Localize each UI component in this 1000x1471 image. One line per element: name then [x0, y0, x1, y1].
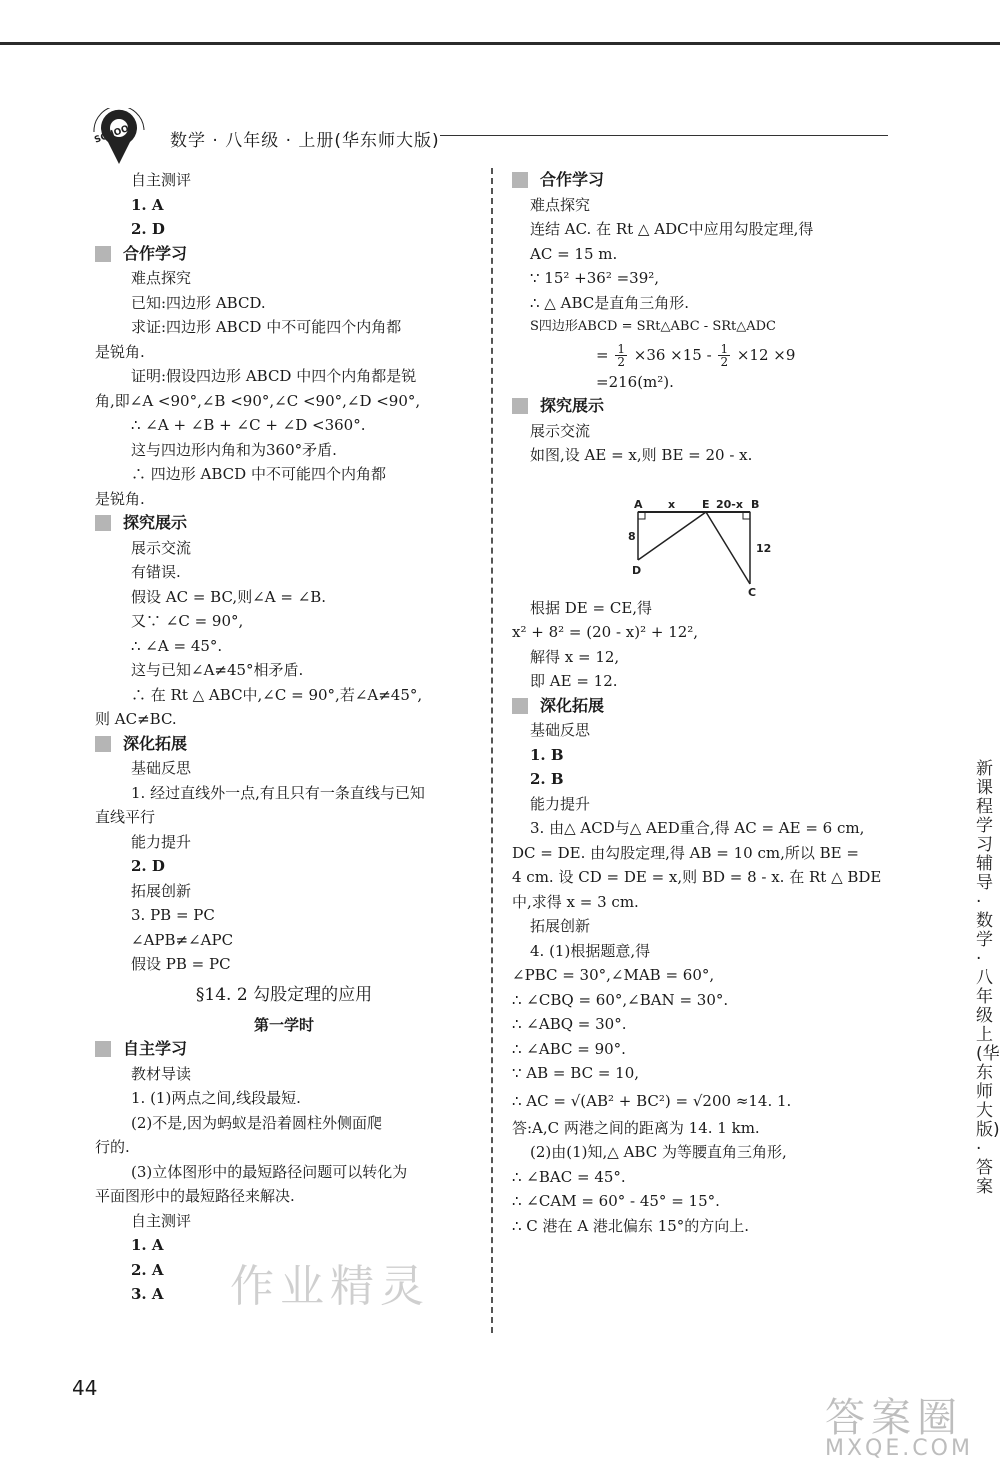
- section-header: 深化拓展: [95, 732, 473, 757]
- text-line: 即 AE = 12.: [530, 672, 618, 690]
- text-line: 已知:四边形 ABCD.: [131, 293, 266, 312]
- subheading: 展示交流: [131, 538, 192, 557]
- text-line: 角,即∠A <90°,∠B <90°,∠C <90°,∠D <90°,: [95, 391, 421, 410]
- text-line: AC = 15 m.: [530, 244, 618, 263]
- text-line: ∵ 15² +36² =39²,: [530, 269, 660, 287]
- formula-line: ∴ AC = √(AB² + BC²) = √200 ≈14. 1.: [512, 1091, 792, 1110]
- label-x: x: [668, 498, 676, 511]
- label-E: E: [702, 498, 710, 511]
- fraction: $\frac{1}{2}$: [617, 342, 625, 369]
- answer-line: 2. B: [530, 770, 564, 788]
- text-line: ∴ ∠A = 45°.: [131, 636, 223, 655]
- subheading: 自主测评: [131, 171, 192, 189]
- text-line: (2)由(1)知,△ ABC 为等腰直角三角形,: [530, 1143, 787, 1161]
- school-pin-logo: [88, 108, 150, 166]
- subheading: 难点探究: [530, 195, 591, 214]
- text-line: 4. (1)根据题意,得: [530, 941, 651, 960]
- subheading: 拓展创新: [131, 881, 192, 900]
- formula-line: S四边形ABCD = SRt△ABC - SRt△ADC: [530, 319, 776, 334]
- answer-line: 3. A: [131, 1285, 164, 1303]
- text-line: 3. 由△ ACD与△ AED重合,得 AC = AE = 6 cm,: [530, 819, 865, 837]
- section-header: 探究展示: [95, 511, 473, 536]
- text-line: ∴ △ ABC是直角三角形.: [530, 293, 689, 312]
- watermark-main-text: 答案圈: [825, 1395, 963, 1441]
- subheading: 基础反思: [131, 759, 192, 777]
- section-square-icon: [95, 515, 111, 531]
- text-line: x² + 8² = (20 - x)² + 12²,: [512, 623, 699, 641]
- answer-line: 1. A: [131, 1236, 164, 1254]
- subheading: 拓展创新: [530, 917, 591, 935]
- label-A: A: [634, 498, 643, 511]
- label-20-x: 20-x: [716, 498, 743, 511]
- right-angle-B: [743, 512, 750, 519]
- subheading: 自主测评: [131, 1211, 192, 1230]
- top-border: [0, 42, 1000, 45]
- text-line: ∠PBC = 30°,∠MAB = 60°,: [512, 966, 715, 984]
- section-square-icon: [95, 736, 111, 752]
- subheading: 基础反思: [530, 721, 591, 739]
- subheading: 能力提升: [530, 794, 591, 813]
- text-line: (3)立体图形中的最短路径问题可以转化为: [131, 1162, 408, 1181]
- answer-line: 1. A: [131, 195, 164, 214]
- text-line: ∴ C 港在 A 港北偏东 15°的方向上.: [512, 1216, 750, 1235]
- formula-line: =216(m²).: [596, 372, 674, 391]
- text-line: 这与已知∠A≠45°相矛盾.: [131, 661, 304, 679]
- section-header: 自主学习: [95, 1037, 473, 1062]
- section-square-icon: [95, 1041, 111, 1057]
- text-line: 这与四边形内角和为360°矛盾.: [131, 440, 337, 459]
- section-header: 合作学习: [95, 242, 473, 267]
- label-C: C: [748, 586, 757, 598]
- section-square-icon: [512, 698, 528, 714]
- text-line: 假设 PB = PC: [131, 955, 231, 973]
- section-square-icon: [512, 398, 528, 414]
- text-line: ∴ ∠CBQ = 60°,∠BAN = 30°.: [512, 990, 729, 1009]
- text-line: ∴ ∠BAC = 45°.: [512, 1167, 626, 1186]
- text-line: 又∵ ∠C = 90°,: [131, 612, 244, 630]
- text-line: 根据 DE = CE,得: [530, 598, 653, 617]
- section-title: §14. 2 勾股定理的应用: [195, 984, 373, 1005]
- text-line: 是锐角.: [95, 342, 145, 361]
- answer-line: 2. D: [131, 857, 165, 875]
- watermark-stamp-text: 作业精灵: [230, 1261, 430, 1312]
- section-header: 探究展示: [512, 394, 890, 419]
- text-line: ∴ 四边形 ABCD 中不可能四个内角都: [131, 465, 386, 483]
- text-line: 连结 AC. 在 Rt △ ADC中应用勾股定理,得: [530, 220, 814, 238]
- answer-line: 2. A: [131, 1260, 164, 1279]
- text-line: 3. PB = PC: [131, 906, 215, 924]
- left-column: [95, 168, 473, 1307]
- subheading: 能力提升: [131, 832, 192, 851]
- section-header: 深化拓展: [512, 694, 890, 719]
- text-line: 1. (1)两点之间,线段最短.: [131, 1089, 301, 1107]
- text-line: ∴ ∠ABC = 90°.: [512, 1039, 626, 1058]
- label-12: 12: [756, 542, 772, 555]
- label-D: D: [632, 564, 642, 577]
- text-line: 如图,设 AE = x,则 BE = 20 - x.: [530, 446, 753, 464]
- text-line: ∵ AB = BC = 10,: [512, 1064, 640, 1082]
- text-line: ∴ ∠ABQ = 30°.: [512, 1015, 627, 1033]
- header-title: 数学 · 八年级 · 上册(华东师大版): [170, 131, 440, 151]
- column-divider: [491, 168, 493, 1333]
- text-line: 假设 AC = BC,则∠A = ∠B.: [131, 587, 327, 606]
- section-square-icon: [512, 172, 528, 188]
- page-number: 44: [72, 1376, 98, 1400]
- section-header: 合作学习: [512, 168, 890, 193]
- text-line: 1. 经过直线外一点,有且只有一条直线与已知: [131, 783, 425, 802]
- text-line: 有错误.: [131, 563, 181, 581]
- text-line: DC = DE. 由勾股定理,得 AB = 10 cm,所以 BE =: [512, 843, 859, 862]
- label-8: 8: [628, 530, 636, 543]
- header-rule: [440, 135, 888, 136]
- subheading: 展示交流: [530, 421, 591, 440]
- geometry-figure: [620, 498, 780, 598]
- subheading: 教材导读: [131, 1064, 192, 1083]
- text-line: (2)不是,因为蚂蚁是沿着圆柱外侧面爬: [131, 1113, 383, 1132]
- section-square-icon: [95, 246, 111, 262]
- text-line: ∴ ∠A + ∠B + ∠C + ∠D <360°.: [131, 416, 366, 434]
- text-line: 中,求得 x = 3 cm.: [512, 892, 639, 911]
- text-line: 则 AC≠BC.: [95, 710, 177, 728]
- subheading: 难点探究: [131, 269, 192, 287]
- lesson-title: 第一学时: [253, 1015, 314, 1034]
- text-line: 求证:四边形 ABCD 中不可能四个内角都: [131, 318, 402, 336]
- text-line: 直线平行: [95, 808, 156, 826]
- text-line: 平面图形中的最短路径来解决.: [95, 1187, 295, 1205]
- fraction: $\frac{1}{2}$: [720, 342, 729, 369]
- spine-text: 新课程学习辅导·数学·八年级上(华东师大版)·答案: [976, 759, 1000, 1197]
- text-line: ∴ ∠CAM = 60° - 45° = 15°.: [512, 1192, 720, 1210]
- text-line: 4 cm. 设 CD = DE = x,则 BD = 8 - x. 在 Rt △ BDE: [512, 868, 882, 886]
- watermark-site-text: MXQE.COM: [825, 1436, 973, 1461]
- text-line: 行的.: [95, 1138, 130, 1156]
- logo-text: SCHOOL: [93, 122, 136, 146]
- right-angle-A: [638, 512, 645, 519]
- segment-EC: [706, 512, 750, 584]
- text-line: 是锐角.: [95, 489, 145, 508]
- label-B: B: [751, 498, 760, 511]
- answer-line: 1. B: [530, 745, 564, 764]
- right-column: [512, 168, 890, 1238]
- segment-DE: [638, 512, 706, 560]
- text-line: ∠APB≠∠APC: [131, 930, 234, 949]
- answer-line: 2. D: [131, 220, 165, 238]
- text-line: 解得 x = 12,: [530, 647, 620, 666]
- text-line: 答:A,C 两港之间的距离为 14. 1 km.: [512, 1118, 760, 1137]
- formula-line: = $\frac{1}{2}$ ×36 ×15 - $\frac{1}{2}$ ×12 ×9: [596, 342, 796, 369]
- text-line: 证明:假设四边形 ABCD 中四个内角都是锐: [131, 367, 417, 385]
- text-line: ∴ 在 Rt △ ABC中,∠C = 90°,若∠A≠45°,: [131, 685, 423, 704]
